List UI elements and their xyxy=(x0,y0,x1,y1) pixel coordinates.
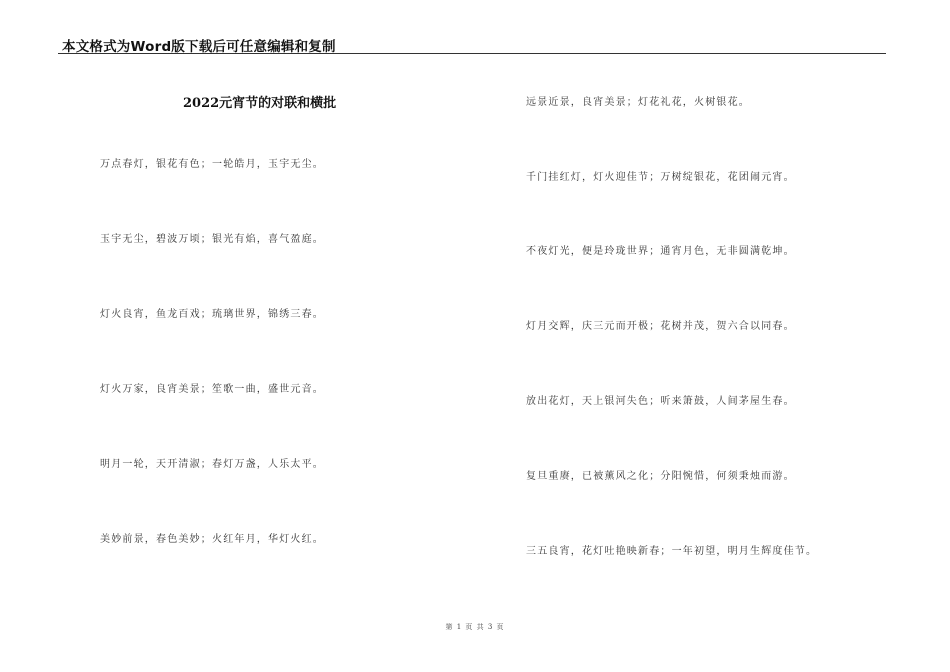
couplet-line: 美妙前景，春色美妙；火红年月，华灯火红。 xyxy=(100,534,324,545)
couplet-line: 远景近景，良宵美景；灯花礼花，火树银花。 xyxy=(526,97,750,108)
couplet-line: 灯月交辉，庆三元而开极；花树并茂，贺六合以同春。 xyxy=(526,321,795,332)
couplet-line: 复旦重赓，已被薰风之化；分阳惋惜，何须秉烛而游。 xyxy=(526,471,795,482)
couplet-line: 三五良宵，花灯吐艳映新春；一年初望，明月生辉度佳节。 xyxy=(526,546,818,557)
header-text: 本文格式为Word版下载后可任意编辑和复制 xyxy=(62,39,336,55)
couplet-line: 玉宇无尘，碧波万顷；银光有焰，喜气盈庭。 xyxy=(100,234,324,245)
couplet-line: 放出花灯，天上银河失色；听来箫鼓，人间茅屋生春。 xyxy=(526,396,795,407)
couplet-line: 不夜灯光，便是玲珑世界；通宵月色，无非圆满乾坤。 xyxy=(526,246,795,257)
couplet-line: 千门挂红灯，灯火迎佳节；万树绽银花，花团闹元宵。 xyxy=(526,172,795,183)
page-header xyxy=(58,34,886,54)
couplet-line: 万点春灯，银花有色；一轮皓月，玉宇无尘。 xyxy=(100,159,324,170)
couplet-line: 明月一轮，天开清淑；春灯万盏，人乐太平。 xyxy=(100,459,324,470)
couplet-line: 灯火万家，良宵美景；笙歌一曲，盛世元音。 xyxy=(100,384,324,395)
couplet-line: 灯火良宵，鱼龙百戏；琉璃世界，锦绣三春。 xyxy=(100,309,324,320)
page-number: 第 1 页 共 3 页 xyxy=(445,623,505,631)
document-title: 2022元宵节的对联和横批 xyxy=(183,96,337,111)
